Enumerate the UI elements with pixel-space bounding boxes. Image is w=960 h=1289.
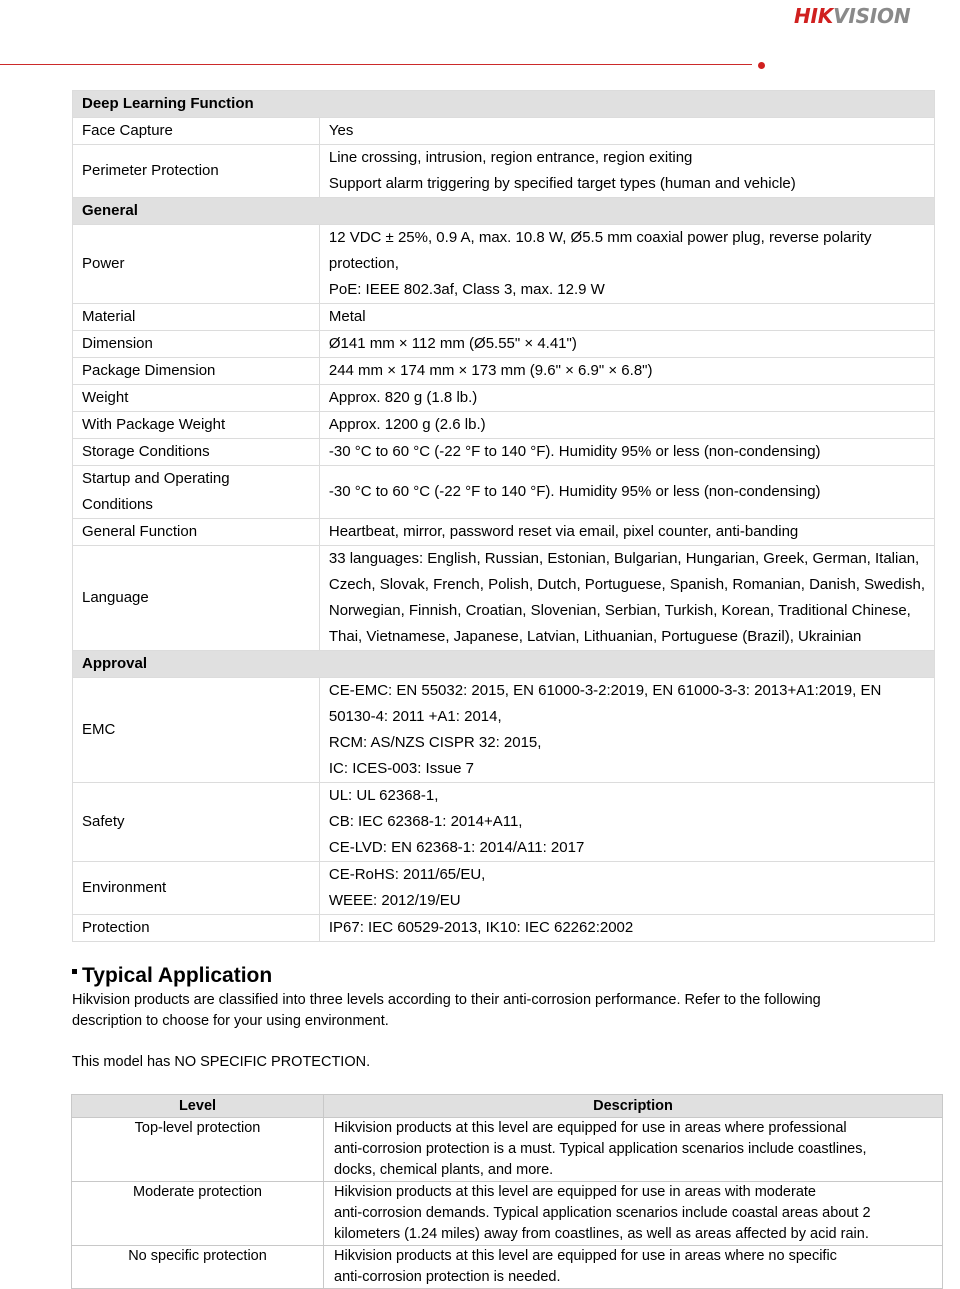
spec-row (73, 915, 935, 942)
spec-row (73, 862, 935, 915)
spec-value-line: CB: IEC 62368-1: 2014+A11, (328, 813, 523, 830)
spec-label-line: Face Capture (82, 122, 173, 139)
spec-label-line: Storage Conditions (82, 443, 210, 460)
spec-label (73, 118, 320, 145)
spec-label (73, 331, 320, 358)
spec-label (73, 225, 320, 304)
spec-value-line: UL: UL 62368-1, (328, 787, 439, 804)
spec-value (319, 385, 934, 412)
spec-label-line: Protection (82, 919, 150, 936)
spec-value-line: Thai, Vietnamese, Japanese, Latvian, Lithuanian, Portuguese (Brazil), Ukrainian (328, 628, 862, 645)
spec-row (73, 331, 935, 358)
level-description (324, 1246, 943, 1289)
spec-value (319, 225, 934, 304)
specification-table (72, 90, 935, 942)
spec-label (73, 412, 320, 439)
level-description-line: Hikvision products at this level are equipped for use in areas where no specific (334, 1248, 837, 1264)
level-description (324, 1118, 943, 1182)
spec-value (319, 412, 934, 439)
spec-value-line: Heartbeat, mirror, password reset via email, pixel counter, anti-banding (328, 523, 799, 540)
spec-row (73, 358, 935, 385)
spec-label (73, 439, 320, 466)
specification-table-body (73, 91, 935, 942)
spec-label-line: Environment (82, 879, 167, 896)
spec-label (73, 546, 320, 651)
spec-value-line: Line crossing, intrusion, region entrance, region exiting (328, 149, 693, 166)
level-description-line: anti-corrosion demands. Typical application scenarios include coastal areas about 2 (334, 1205, 871, 1221)
header-rule (0, 64, 752, 65)
spec-value-line: RCM: AS/NZS CISPR 32: 2015, (328, 734, 542, 751)
spec-label (73, 385, 320, 412)
spec-value-line: Norwegian, Finnish, Croatian, Slovenian, Serbian, Turkish, Korean, Traditional Chinese, (328, 602, 911, 619)
levels-table-body (72, 1118, 943, 1289)
spec-row (73, 783, 935, 862)
spec-label (73, 862, 320, 915)
section-header-row (73, 651, 935, 678)
level-description-line: anti-corrosion protection is needed. (334, 1269, 561, 1285)
level-description-line: Hikvision products at this level are equipped for use in areas with moderate (334, 1184, 816, 1200)
level-description-line: kilometers (1.24 miles) away from coastlines, as well as areas affected by acid rain. (334, 1226, 869, 1242)
spec-row (73, 304, 935, 331)
spec-row (73, 225, 935, 304)
spec-label (73, 519, 320, 546)
spec-label (73, 783, 320, 862)
spec-label-line: Conditions (82, 496, 153, 513)
spec-value-line: CE-LVD: EN 62368-1: 2014/A11: 2017 (328, 839, 585, 856)
spec-value-line: CE-EMC: EN 55032: 2015, EN 61000-3-2:2019, EN 61000-3-3: 2013+A1:2019, EN (328, 682, 882, 699)
spec-row (73, 118, 935, 145)
spec-row (73, 546, 935, 651)
typical-application-heading (72, 962, 272, 990)
spec-label (73, 358, 320, 385)
square-bullet-icon (72, 969, 77, 974)
header-dot (758, 62, 765, 69)
spec-row (73, 145, 935, 198)
spec-value (319, 439, 934, 466)
spec-value-line: -30 °C to 60 °C (-22 °F to 140 °F). Humidity 95% or less (non-condensing) (328, 443, 821, 460)
spec-label-line: Dimension (82, 335, 153, 352)
spec-label (73, 304, 320, 331)
spec-value (319, 331, 934, 358)
spec-row (73, 466, 935, 519)
spec-value-line: IC: ICES-003: Issue 7 (328, 760, 474, 777)
section-header-row (73, 91, 935, 118)
spec-label-line: Power (82, 255, 125, 272)
intro-line: Hikvision products are classified into three levels according to their anti-corrosion performance. Refer to the following (72, 992, 821, 1008)
spec-value (319, 304, 934, 331)
spec-value (319, 358, 934, 385)
spec-label-line: Perimeter Protection (82, 162, 219, 179)
level-description-line: Hikvision products at this level are equipped for use in areas where professional (334, 1120, 847, 1136)
spec-label (73, 466, 320, 519)
spec-row (73, 412, 935, 439)
spec-value (319, 519, 934, 546)
spec-label-line: Package Dimension (82, 362, 216, 379)
spec-row (73, 519, 935, 546)
spec-value-line: 12 VDC ± 25%, 0.9 A, max. 10.8 W, Ø5.5 mm coaxial power plug, reverse polarity (328, 229, 872, 246)
spec-value-line: WEEE: 2012/19/EU (328, 892, 461, 909)
spec-value-line: Approx. 1200 g (2.6 lb.) (328, 416, 486, 433)
level-name: Moderate protection (72, 1182, 324, 1246)
spec-value (319, 678, 934, 783)
spec-value-line: PoE: IEEE 802.3af, Class 3, max. 12.9 W (328, 281, 605, 298)
spec-value-line: CE-RoHS: 2011/65/EU, (328, 866, 486, 883)
spec-label-line: Weight (82, 389, 129, 406)
spec-label-line: Safety (82, 813, 125, 830)
section-header-row (73, 198, 935, 225)
intro-line: description to choose for your using environment. (72, 1013, 389, 1029)
level-name: Top-level protection (72, 1118, 324, 1182)
spec-label-line: With Package Weight (82, 416, 226, 433)
levels-header-row (72, 1095, 943, 1118)
spec-label-line: EMC (82, 721, 116, 738)
spec-value (319, 862, 934, 915)
level-row (72, 1118, 943, 1182)
level-name: No specific protection (72, 1246, 324, 1289)
logo-text-red: HIK (794, 4, 834, 28)
spec-value-line: 33 languages: English, Russian, Estonian, Bulgarian, Hungarian, Greek, German, Italian, (328, 550, 920, 567)
level-description (324, 1182, 943, 1246)
spec-label (73, 145, 320, 198)
spec-value (319, 915, 934, 942)
spec-row (73, 678, 935, 783)
level-description-line: docks, chemical plants, and more. (334, 1162, 554, 1178)
spec-label-line: Material (82, 308, 136, 325)
spec-label (73, 678, 320, 783)
spec-value (319, 466, 934, 519)
spec-label-line: Startup and Operating (82, 470, 230, 487)
level-description-line: anti-corrosion protection is a must. Typical application scenarios include coastlines, (334, 1141, 867, 1157)
level-row (72, 1246, 943, 1289)
description-column-header: Description (324, 1095, 943, 1118)
level-column-header: Level (72, 1095, 324, 1118)
level-row (72, 1182, 943, 1246)
spec-row (73, 439, 935, 466)
logo-text-gray: VISION (833, 4, 911, 28)
section-title: General (73, 198, 935, 225)
section-title: Approval (73, 651, 935, 678)
hikvision-logo (794, 4, 954, 28)
spec-value-line: protection, (328, 255, 399, 272)
spec-value (319, 546, 934, 651)
protection-levels-table (71, 1094, 943, 1289)
spec-value (319, 118, 934, 145)
spec-value (319, 145, 934, 198)
spec-value-line: 244 mm × 174 mm × 173 mm (9.6" × 6.9" × 6.8") (328, 362, 653, 379)
spec-value-line: IP67: IEC 60529-2013, IK10: IEC 62262:2002 (328, 919, 634, 936)
spec-label (73, 915, 320, 942)
typical-application-intro (72, 990, 932, 1032)
spec-value (319, 783, 934, 862)
spec-value-line: Yes (328, 122, 354, 139)
section-title: Deep Learning Function (73, 91, 935, 118)
spec-value-line: Metal (328, 308, 366, 325)
typical-application-title: Typical Application (82, 964, 273, 987)
spec-value-line: Ø141 mm × 112 mm (Ø5.55" × 4.41") (328, 335, 577, 352)
spec-row (73, 385, 935, 412)
spec-label-line: General Function (82, 523, 198, 540)
spec-value-line: Approx. 820 g (1.8 lb.) (328, 389, 478, 406)
spec-value-line: -30 °C to 60 °C (-22 °F to 140 °F). Humidity 95% or less (non-condensing) (328, 483, 821, 500)
spec-value-line: Support alarm triggering by specified target types (human and vehicle) (328, 175, 796, 192)
spec-label-line: Language (82, 589, 149, 606)
spec-value-line: Czech, Slovak, French, Polish, Dutch, Portuguese, Spanish, Romanian, Danish, Swedish, (328, 576, 925, 593)
spec-value-line: 50130-4: 2011 +A1: 2014, (328, 708, 502, 725)
model-protection-note: This model has NO SPECIFIC PROTECTION. (72, 1054, 371, 1070)
